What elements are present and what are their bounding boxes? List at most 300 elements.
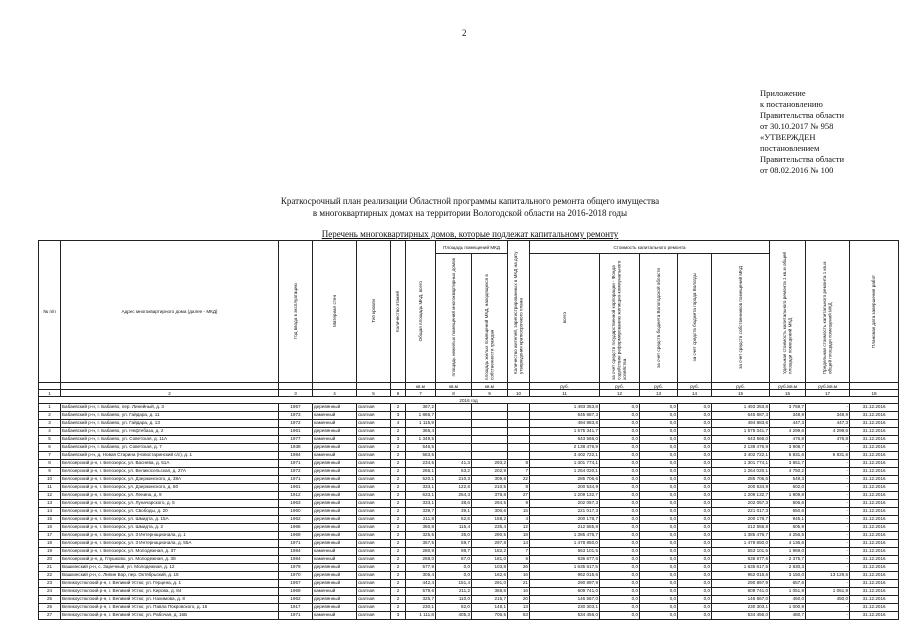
cell-unit-cost: 5 831,6 xyxy=(770,452,806,460)
cell-max-cost: - xyxy=(806,404,850,412)
cell-unit-cost: 450,0 xyxy=(770,596,806,604)
cell-cost-total: 202 057,3 xyxy=(530,500,600,508)
cell-cost-local: 0,0 xyxy=(678,460,712,468)
cell-total-area: 333,1 xyxy=(406,484,436,492)
appendix-line: Правительства области xyxy=(760,110,845,120)
cell-roof: скатная xyxy=(357,516,391,524)
cell-year: 1963 xyxy=(279,500,313,508)
table-body xyxy=(39,404,899,620)
cell-year: 1977 xyxy=(279,436,313,444)
header-cost-region: за счет средств бюджета Вологодской области xyxy=(655,267,661,368)
cell-max-cost: - xyxy=(806,508,850,516)
cell-total-area: 325,5 xyxy=(406,532,436,540)
cell-max-cost: - xyxy=(806,548,850,556)
cell-roof: скатная xyxy=(357,612,391,620)
cell-roof: скатная xyxy=(357,444,391,452)
cell-year: 1970 xyxy=(279,572,313,580)
cell-cost-owners: 3 402 722,1 xyxy=(712,452,770,460)
cell-cost-owners: 1 635 617,5 xyxy=(712,564,770,572)
cell-cost-region: 0,0 xyxy=(640,532,678,540)
cell-year: 1973 xyxy=(279,412,313,420)
cell-residents: 15 xyxy=(508,508,530,516)
cell-area-nonres: 98,7 xyxy=(436,548,472,556)
cell-cost-region: 0,0 xyxy=(640,468,678,476)
cell-total-area: 577,9 xyxy=(406,564,436,572)
cell-max-cost: - xyxy=(806,468,850,476)
cell-area-res: 215,7 xyxy=(472,596,508,604)
cell-cost-fund: 0,0 xyxy=(600,540,640,548)
cell-unit-cost: 4 750,2 xyxy=(770,468,806,476)
cell-residents: 53 xyxy=(508,612,530,620)
cell-cost-owners: 1 264 020,1 xyxy=(712,468,770,476)
table-row xyxy=(39,532,899,540)
cell-year: 1957 xyxy=(279,580,313,588)
cell-cost-fund: 0,0 xyxy=(600,604,640,612)
table-row xyxy=(39,444,899,452)
cell-area-res: 202,9 xyxy=(472,468,508,476)
cell-cost-total: 290 897,9 xyxy=(530,580,600,588)
cell-walls: деревянный xyxy=(313,596,357,604)
cell-total-area: 339,7 xyxy=(406,508,436,516)
cell-max-cost: - xyxy=(806,516,850,524)
cell-area-nonres: 405,3 xyxy=(436,612,472,620)
cell-year: 1979 xyxy=(279,564,313,572)
cell-address: Бабаевский р-н, д. Новая Старина (Новостаринский с/с), д. 1 xyxy=(61,452,279,460)
cell-cost-owners: 146 567,0 xyxy=(712,596,770,604)
cell-year: 1957 xyxy=(279,404,313,412)
cell-unit-cost: 476,8 xyxy=(770,436,806,444)
cell-total-area: 268,0 xyxy=(406,556,436,564)
cell-cost-local: 0,0 xyxy=(678,476,712,484)
cell-walls: деревянный xyxy=(313,468,357,476)
cell-floors: 2 xyxy=(391,484,406,492)
table-row xyxy=(39,564,899,572)
cell-total-area: 230,1 xyxy=(406,604,436,612)
cell-unit-cost: 1 000,9 xyxy=(770,604,806,612)
cell-area-nonres: 151,4 xyxy=(436,580,472,588)
cell-cost-fund: 0,0 xyxy=(600,508,640,516)
cell-max-cost: - xyxy=(806,580,850,588)
cell-total-area: 350,8 xyxy=(406,524,436,532)
page-number: 2 xyxy=(462,28,467,38)
cell-cost-fund: 0,0 xyxy=(600,580,640,588)
cell-address: Белозерский р-н, г. Белозерск, ул. 3 Интернационала, д. 55А xyxy=(61,540,279,548)
cell-roof: скатная xyxy=(357,540,391,548)
cell-max-cost: - xyxy=(806,564,850,572)
cell-cost-fund: 0,0 xyxy=(600,572,640,580)
cell-cost-total: 1 575 341,7 xyxy=(530,428,600,436)
cell-walls: деревянный xyxy=(313,484,357,492)
cell-no: 17 xyxy=(39,532,61,540)
unit-rub: руб. xyxy=(678,383,712,390)
cell-cost-region: 0,0 xyxy=(640,428,678,436)
cell-year: 1969 xyxy=(279,532,313,540)
header-residents: Количество жителей, зарегистрированных в МКД на дату утверждения краткосрочного плана xyxy=(513,251,524,374)
cell-cost-owners: 200 534,9 xyxy=(712,484,770,492)
cell-cost-fund: 0,0 xyxy=(600,516,640,524)
cell-floors: 2 xyxy=(391,468,406,476)
cell-cost-total: 534 456,0 xyxy=(530,612,600,620)
appendix-line: Приложение xyxy=(760,88,806,98)
cell-cost-region: 0,0 xyxy=(640,436,678,444)
cell-address: Великоустюгский р-н, г. Великий Устюг, ул. Герцена, д. 1 xyxy=(61,580,279,588)
cell-roof: скатная xyxy=(357,588,391,596)
cell-area-nonres xyxy=(436,428,472,436)
cell-plan-date: 31.12.2016 xyxy=(850,556,899,564)
cell-cost-owners: 212 555,8 xyxy=(712,524,770,532)
cell-cost-region: 0,0 xyxy=(640,516,678,524)
buildings-table xyxy=(38,240,899,620)
cell-floors: 2 xyxy=(391,444,406,452)
cell-area-nonres: 210,3 xyxy=(436,476,472,484)
header-cost-fund: за счет средств государственной корпорации - Фонда содействия реформированию жилищно-коммунального хозяйства xyxy=(611,260,628,380)
cell-unit-cost: 447,3 xyxy=(770,420,806,428)
cell-max-cost: - xyxy=(806,476,850,484)
cell-area-res: 706,5 xyxy=(472,612,508,620)
cell-cost-region: 0,0 xyxy=(640,444,678,452)
cell-year: 1917 xyxy=(279,604,313,612)
col-number: 3 xyxy=(279,390,313,397)
cell-area-nonres xyxy=(436,452,472,460)
cell-cost-fund: 0,0 xyxy=(600,460,640,468)
table-row xyxy=(39,500,899,508)
table-row xyxy=(39,612,899,620)
column-numbers-row xyxy=(39,390,899,397)
cell-no: 14 xyxy=(39,508,61,516)
cell-residents: 21 xyxy=(508,580,530,588)
cell-cost-local: 0,0 xyxy=(678,420,712,428)
cell-cost-total: 494 883,6 xyxy=(530,420,600,428)
cell-cost-owners: 221 017,3 xyxy=(712,508,770,516)
cell-address: Белозерский р-н, д. Глушково, ул. Молодежная, д. 38 xyxy=(61,556,279,564)
cell-area-res: 148,1 xyxy=(472,604,508,612)
cell-max-cost: - xyxy=(806,500,850,508)
cell-cost-fund: 0,0 xyxy=(600,564,640,572)
cell-residents: 26 xyxy=(508,564,530,572)
cell-plan-date: 31.12.2016 xyxy=(850,588,899,596)
cell-address: Белозерский р-н, г. Белозерск, ул. Шмидта, д. 15А xyxy=(61,516,279,524)
cell-walls: деревянный xyxy=(313,564,357,572)
cell-floors: 2 xyxy=(391,540,406,548)
cell-cost-fund: 0,0 xyxy=(600,500,640,508)
cell-walls: каменный xyxy=(313,556,357,564)
cell-max-cost: - xyxy=(806,612,850,620)
cell-total-area: 1 866,7 xyxy=(406,412,436,420)
cell-area-res: 182,2 xyxy=(472,548,508,556)
cell-roof: скатная xyxy=(357,548,391,556)
cell-year: 1969 xyxy=(279,588,313,596)
cell-cost-region: 0,0 xyxy=(640,588,678,596)
cell-area-nonres: 39,1 xyxy=(436,508,472,516)
unit-sqm: кв.м xyxy=(436,383,472,390)
cell-no: 8 xyxy=(39,460,61,468)
cell-no: 26 xyxy=(39,604,61,612)
cell-cost-total: 212 555,8 xyxy=(530,524,600,532)
cell-address: Бабаевский р-н, г. Бабаево, ул. Советская, д. 7 xyxy=(61,444,279,452)
cell-no: 9 xyxy=(39,468,61,476)
document-title-line1: Краткосрочный план реализации Областной программы капитального ремонта общего имущества xyxy=(280,196,660,206)
cell-floors: 2 xyxy=(391,604,406,612)
cell-area-res xyxy=(472,428,508,436)
cell-roof: скатная xyxy=(357,476,391,484)
cell-total-area: 280,9 xyxy=(406,548,436,556)
unit-rub: руб. xyxy=(600,383,640,390)
cell-cost-fund: 0,0 xyxy=(600,612,640,620)
cell-total-area: 266,1 xyxy=(406,468,436,476)
cell-year: 1972 xyxy=(279,420,313,428)
cell-cost-owners: 645 687,3 xyxy=(712,412,770,420)
cell-cost-fund: 0,0 xyxy=(600,556,640,564)
cell-cost-owners: 1 385 476,7 xyxy=(712,532,770,540)
cell-total-area: 305,4 xyxy=(406,572,436,580)
col-number: 2 xyxy=(61,390,279,397)
col-number: 17 xyxy=(806,390,850,397)
cell-plan-date: 31.12.2016 xyxy=(850,460,899,468)
cell-walls: каменный xyxy=(313,420,357,428)
cell-cost-region: 0,0 xyxy=(640,404,678,412)
cell-cost-total: 200 178,7 xyxy=(530,516,600,524)
cell-unit-cost: 606,6 xyxy=(770,500,806,508)
cell-cost-owners: 609 741,0 xyxy=(712,588,770,596)
cell-cost-total: 2 138 476,9 xyxy=(530,444,600,452)
cell-cost-region: 0,0 xyxy=(640,452,678,460)
unit-rub-sqm: руб./кв.м xyxy=(806,383,850,390)
cell-area-nonres: 0,0 xyxy=(436,564,472,572)
cell-area-res: 159,2 xyxy=(472,516,508,524)
cell-year: 1966 xyxy=(279,524,313,532)
cell-area-res: 309,8 xyxy=(472,476,508,484)
header-roof: Тип кровли xyxy=(370,299,376,323)
header-plan-date: Плановая дата завершения работ xyxy=(871,274,877,348)
cell-cost-fund: 0,0 xyxy=(600,428,640,436)
cell-total-area: 325,7 xyxy=(406,596,436,604)
cell-no: 13 xyxy=(39,500,61,508)
cell-cost-region: 0,0 xyxy=(640,580,678,588)
table-row xyxy=(39,420,899,428)
cell-cost-region: 0,0 xyxy=(640,524,678,532)
header-cost-owners: за счет средств собственников помещений МКД xyxy=(737,266,743,369)
cell-cost-region: 0,0 xyxy=(640,492,678,500)
cell-no: 12 xyxy=(39,492,61,500)
cell-year: 1962 xyxy=(279,596,313,604)
cell-unit-cost: 2 375,7 xyxy=(770,556,806,564)
cell-walls: каменный xyxy=(313,412,357,420)
cell-no: 23 xyxy=(39,580,61,588)
cell-no: 24 xyxy=(39,588,61,596)
table-row xyxy=(39,556,899,564)
table-row xyxy=(39,508,899,516)
cell-area-res: 378,8 xyxy=(472,492,508,500)
cell-roof: скатная xyxy=(357,556,391,564)
header-max-cost: Предельная стоимость капитального ремонта 1 кв.м общей площади помещений МКД xyxy=(822,261,833,374)
cell-cost-total: 1 301 774,1 xyxy=(530,460,600,468)
cell-area-nonres: 0,0 xyxy=(436,572,472,580)
cell-walls: каменный xyxy=(313,436,357,444)
cell-plan-date: 31.12.2016 xyxy=(850,516,899,524)
cell-roof: скатная xyxy=(357,452,391,460)
cell-cost-local: 0,0 xyxy=(678,516,712,524)
cell-floors: 2 xyxy=(391,516,406,524)
cell-max-cost: 13 129,6 xyxy=(806,572,850,580)
cell-cost-region: 0,0 xyxy=(640,460,678,468)
cell-year: 1961 xyxy=(279,428,313,436)
cell-cost-region: 0,0 xyxy=(640,548,678,556)
cell-unit-cost: 3 851,7 xyxy=(770,460,806,468)
cell-walls: деревянный xyxy=(313,524,357,532)
table-row xyxy=(39,452,899,460)
col-number: 5 xyxy=(357,390,391,397)
cell-walls: деревянный xyxy=(313,516,357,524)
col-number: 8 xyxy=(436,390,472,397)
cell-residents xyxy=(508,452,530,460)
cell-floors: 4 xyxy=(391,420,406,428)
cell-area-nonres: 38,6 xyxy=(436,500,472,508)
cell-floors: 2 xyxy=(391,580,406,588)
cell-cost-local: 0,0 xyxy=(678,588,712,596)
cell-area-nonres: 52,6 xyxy=(436,516,472,524)
cell-cost-owners: 2 138 476,9 xyxy=(712,444,770,452)
cell-area-nonres xyxy=(436,420,472,428)
cell-year: 1960 xyxy=(279,508,313,516)
cell-cost-local: 0,0 xyxy=(678,532,712,540)
cell-no: 18 xyxy=(39,540,61,548)
cell-plan-date: 31.12.2016 xyxy=(850,596,899,604)
cell-address: Бабаевский р-н, г. Бабаево, ул. Гайдара, д. 11 xyxy=(61,412,279,420)
cell-cost-fund: 0,0 xyxy=(600,412,640,420)
table-row xyxy=(39,436,899,444)
cell-cost-local: 0,0 xyxy=(678,484,712,492)
cell-area-res: 368,6 xyxy=(472,588,508,596)
cell-total-area: 546,5 xyxy=(406,444,436,452)
cell-max-cost: - xyxy=(806,604,850,612)
col-number: 16 xyxy=(770,390,806,397)
cell-floors: 2 xyxy=(391,524,406,532)
cell-area-nonres: 35,0 xyxy=(436,532,472,540)
cell-residents: 9 xyxy=(508,500,530,508)
cell-plan-date: 31.12.2016 xyxy=(850,444,899,452)
cell-cost-region: 0,0 xyxy=(640,420,678,428)
cell-plan-date: 31.12.2016 xyxy=(850,452,899,460)
cell-area-res: 293,2 xyxy=(472,460,508,468)
header-unit-cost: Удельная стоимость капитального ремонта 1 кв.м общей площади помещений МКД xyxy=(782,251,793,374)
header-address: Адрес многоквартирного дома (далее - МКД) xyxy=(61,241,279,383)
cell-address: Белозерский р-н, г. Белозерск, ул. Луначарского, д. 5 xyxy=(61,500,279,508)
cell-floors: 2 xyxy=(391,596,406,604)
cell-walls: каменный xyxy=(313,612,357,620)
cell-cost-local: 0,0 xyxy=(678,444,712,452)
unit-rub: руб. xyxy=(640,383,678,390)
cell-plan-date: 31.12.2016 xyxy=(850,564,899,572)
cell-area-res: 162,6 xyxy=(472,572,508,580)
cell-floors: 2 xyxy=(391,556,406,564)
cell-max-cost: - xyxy=(806,532,850,540)
cell-walls: деревянный xyxy=(313,476,357,484)
cell-cost-owners: 290 897,9 xyxy=(712,580,770,588)
cell-cost-local: 0,0 xyxy=(678,492,712,500)
cell-plan-date: 31.12.2016 xyxy=(850,532,899,540)
header-total-area: Общая площадь МКД, всего xyxy=(417,280,423,342)
cell-unit-cost: 4 136,6 xyxy=(770,540,806,548)
cell-cost-local: 0,0 xyxy=(678,452,712,460)
cell-residents: 16 xyxy=(508,588,530,596)
cell-cost-total: 221 017,3 xyxy=(530,508,600,516)
cell-area-res: 290,5 xyxy=(472,532,508,540)
col-number: 11 xyxy=(530,390,600,397)
cell-residents: 12 xyxy=(508,524,530,532)
cell-area-nonres: 211,2 xyxy=(436,588,472,596)
cell-cost-local: 0,0 xyxy=(678,436,712,444)
col-number: 14 xyxy=(678,390,712,397)
cell-cost-fund: 0,0 xyxy=(600,476,640,484)
cell-cost-local: 0,0 xyxy=(678,612,712,620)
cell-cost-total: 962 015,6 xyxy=(530,572,600,580)
table-row xyxy=(39,460,899,468)
cell-roof: скатная xyxy=(357,484,391,492)
cell-plan-date: 31.12.2016 xyxy=(850,500,899,508)
cell-unit-cost: 1 909,8 xyxy=(770,492,806,500)
cell-address: Великоустюгский р-н, г. Великий Устюг, ул. Нахимова, д. 8 xyxy=(61,596,279,604)
cell-cost-local: 0,0 xyxy=(678,564,712,572)
cell-floors: 3 xyxy=(391,436,406,444)
header-cost-local: за счет средств бюджета города Вологды xyxy=(691,273,697,362)
cell-cost-total: 1 478 850,0 xyxy=(530,540,600,548)
cell-roof: скатная xyxy=(357,524,391,532)
cell-no: 25 xyxy=(39,596,61,604)
cell-unit-cost: 348,9 xyxy=(770,412,806,420)
cell-address: Белозерский р-н, г. Белозерск, ул. Молодежная, д. 37 xyxy=(61,548,279,556)
header-area-nonres: площадь нежилых помещений многоквартирных домов xyxy=(450,258,456,377)
col-number: 18 xyxy=(850,390,899,397)
cell-address: Белозерский р-н, г. Белозерск, ул. Шмидта, д. 2 xyxy=(61,524,279,532)
cell-year: 1984 xyxy=(279,548,313,556)
cell-walls: каменный xyxy=(313,452,357,460)
cell-cost-total: 636 677,6 xyxy=(530,556,600,564)
cell-cost-fund: 0,0 xyxy=(600,532,640,540)
table-row xyxy=(39,524,899,532)
unit-rub-sqm: руб./кв.м xyxy=(770,383,806,390)
cell-total-area: 1 115,9 xyxy=(406,420,436,428)
cell-max-cost: - xyxy=(806,460,850,468)
cell-roof: скатная xyxy=(357,492,391,500)
col-number: 13 xyxy=(640,390,678,397)
cell-cost-fund: 0,0 xyxy=(600,548,640,556)
cell-area-res: 235,4 xyxy=(472,524,508,532)
unit-sqm: кв.м xyxy=(472,383,508,390)
cell-max-cost: - xyxy=(806,444,850,452)
cell-no: 19 xyxy=(39,548,61,556)
cell-no: 2 xyxy=(39,412,61,420)
cell-total-area: 442,4 xyxy=(406,580,436,588)
appendix-line: от 30.10.2017 № 958 xyxy=(760,121,834,131)
appendix-line: постановлением xyxy=(760,143,820,153)
cell-area-res: 103,8 xyxy=(472,564,508,572)
table-row xyxy=(39,476,899,484)
cell-total-area: 1 111,8 xyxy=(406,612,436,620)
col-number: 6 xyxy=(391,390,406,397)
cell-no: 20 xyxy=(39,556,61,564)
cell-year: 1984 xyxy=(279,556,313,564)
table-row xyxy=(39,548,899,556)
cell-residents xyxy=(508,444,530,452)
cell-residents: 6 xyxy=(508,556,530,564)
cell-max-cost: - xyxy=(806,492,850,500)
cell-plan-date: 31.12.2016 xyxy=(850,524,899,532)
cell-residents: 7 xyxy=(508,468,530,476)
cell-cost-total: 1 264 020,1 xyxy=(530,468,600,476)
cell-unit-cost: 945,1 xyxy=(770,516,806,524)
cell-address: Белозерский р-н, г. Белозерск, ул. 3 Интернационала, д. 1 xyxy=(61,532,279,540)
col-number: 7 xyxy=(406,390,436,397)
